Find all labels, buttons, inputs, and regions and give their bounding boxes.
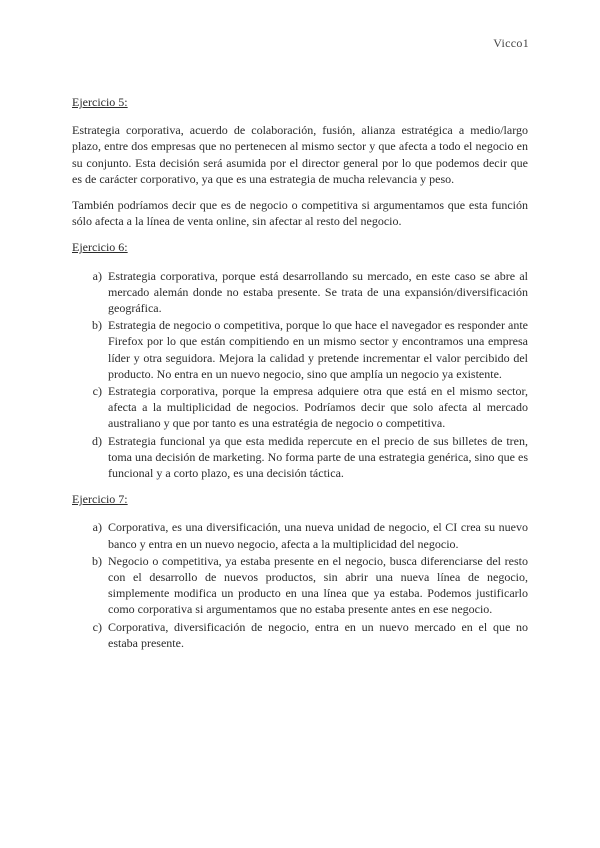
list-item-text: Estrategia corporativa, porque está desarrollando su mercado, en este caso se abre al mercado alemán donde no estaba presente. Se trata de una expansión/diversificación geográfica. xyxy=(108,268,528,316)
list-item xyxy=(72,553,528,618)
section-heading: Ejercicio 6: xyxy=(72,240,128,255)
list-item xyxy=(72,383,528,432)
list-marker: b) xyxy=(92,318,102,333)
list-item xyxy=(72,433,528,482)
list-item xyxy=(72,317,528,382)
list-marker: d) xyxy=(92,433,102,448)
list-marker: c) xyxy=(92,384,102,399)
list-marker: a) xyxy=(92,520,102,535)
list-marker: b) xyxy=(92,553,102,568)
paragraph: También podríamos decir que es de negocio o competitiva si argumentamos que esta función sólo afecta a la línea de venta online, sin afectar al resto del negocio. xyxy=(72,198,528,229)
list-item-text: Corporativa, diversificación de negocio, entra en un nuevo mercado en el que no estaba presente. xyxy=(108,619,528,650)
list-marker: a) xyxy=(92,268,102,283)
section-heading: Ejercicio 5: xyxy=(72,95,128,109)
section-heading: Ejercicio 7: xyxy=(72,492,128,507)
list-item-text: Estrategia corporativa, porque la empresa adquiere otra que está en el mismo sector, afecta a la multiplicidad de negocios. Podríamos decir que solo afecta al mercado australiano y que por tanto es una estratégia de negocio o competitiva. xyxy=(108,384,528,431)
list-item-text: Negocio o competitiva, ya estaba presente en el negocio, busca diferenciarse del resto con el desarrollo de nuevos productos, sin abrir una nueva línea de negocio, simplemente modifica un producto en una línea que ya estaba. Podemos justificarlo como corporativa si argumentamos que no estaba presente antes en ese negocio. xyxy=(108,553,528,617)
list-item-text: Corporativa, es una diversificación, una nueva unidad de negocio, el CI crea su nuevo banco y entra en un nuevo negocio, afecta a la multiplicidad del negocio. xyxy=(108,520,528,551)
list-marker: c) xyxy=(92,619,102,634)
section-ejercicio-7 xyxy=(72,491,528,651)
answer-list xyxy=(72,519,528,651)
section-ejercicio-6 xyxy=(72,239,528,481)
header-author: Vicco1 xyxy=(493,36,529,50)
list-item-text: Estrategia funcional ya que esta medida repercute en el precio de sus billetes de tren, toma una decisión de marketing. No forma parte de una estrategia genérica, sino que es funcional y a corto plazo, es una decisión táctica. xyxy=(108,433,528,481)
list-item-text: Estrategia de negocio o competitiva, porque lo que hace el navegador es responder ante Firefox por lo que están compitiendo en un mismo sector y encontramos una empresa líder y otra seguidora. Mejora la calidad y pretende incrementar el valor percibido del producto. No entra en un nuevo negocio, sino que amplía un negocio ya existente. xyxy=(108,318,528,381)
paragraph: Estrategia corporativa, acuerdo de colaboración, fusión, alianza estratégica a medio/largo plazo, entre dos empresas que no pertenecen al mismo sector y que afecta a todo el negocio en su conjunto. Esta decisión será asumida por el director general por lo que podemos decir que es de carácter corporativo, ya que es una estrategia de mucha relevancia y peso. xyxy=(72,123,528,186)
list-item xyxy=(72,619,528,651)
answer-list xyxy=(72,268,528,482)
section-ejercicio-5 xyxy=(72,94,528,229)
list-item xyxy=(72,268,528,317)
document-body xyxy=(72,94,528,661)
list-item xyxy=(72,519,528,551)
